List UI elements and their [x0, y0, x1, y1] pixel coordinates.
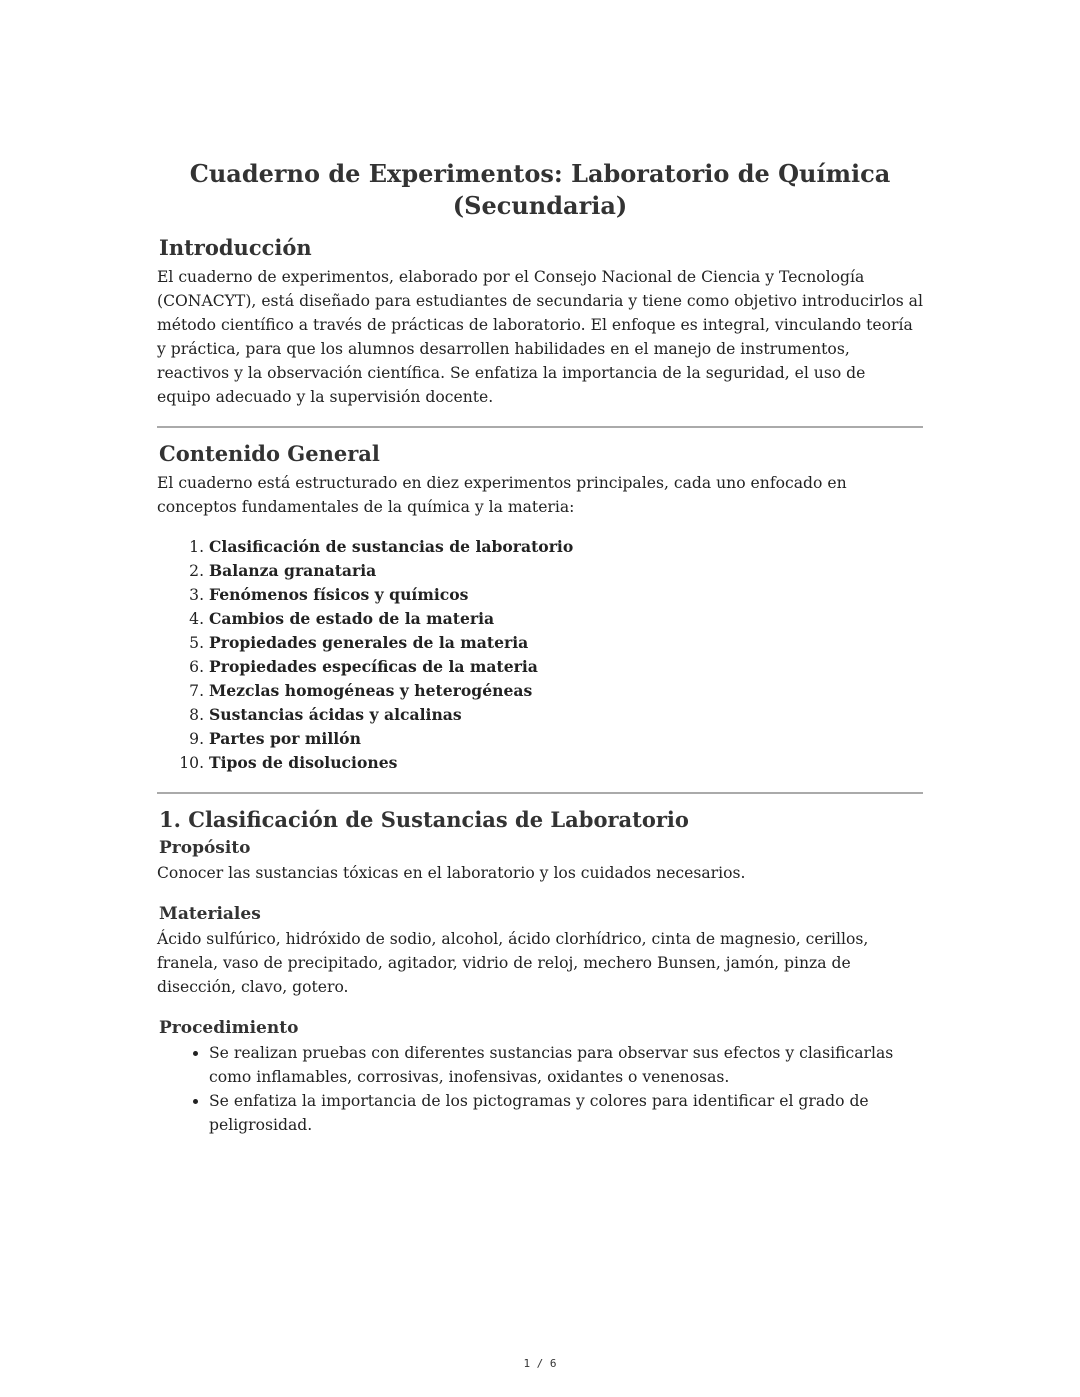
list-item: • Se realizan pruebas con diferentes sustancias para observar sus efectos y clasificarlas como inflamables, corrosivas, inofensivas, oxidantes o venenosas. [209, 1041, 923, 1089]
divider [157, 426, 923, 428]
document-title: Cuaderno de Experimentos: Laboratorio de Química (Secundaria) [189, 159, 891, 220]
list-item: 7. Mezclas homogéneas y heterogéneas [209, 679, 923, 703]
list-item: 1. Clasificación de sustancias de laboratorio [209, 535, 923, 559]
intro-text: El cuaderno de experimentos, elaborado por el Consejo Nacional de Ciencia y Tecnología (CONACYT), está diseñado para estudiantes de secundaria y tiene como objetivo introducirlos al método científico a través de prácticas de laboratorio. El enfoque es integral, vinculando teoría y práctica, para que los alumnos desarrollen habilidades en el manejo de instrumentos, reactivos y la observación científica. Se enfatiza la importancia de la seguridad, el uso de equipo adecuado y la supervisión docente. [157, 268, 923, 406]
list-item: 9. Partes por millón [209, 727, 923, 751]
document-page [157, 158, 923, 1137]
contents-text: El cuaderno está estructurado en diez experimentos principales, cada uno enfocado en conceptos fundamentales de la química y la materia: [157, 474, 847, 516]
purpose-heading: Propósito [159, 838, 251, 858]
purpose-text: Conocer las sustancias tóxicas en el laboratorio y los cuidados necesarios. [157, 864, 746, 882]
list-item: 4. Cambios de estado de la materia [209, 607, 923, 631]
page-number: 1 / 6 [523, 1357, 557, 1370]
experiment1-heading: 1. Clasificación de Sustancias de Laboratorio [159, 807, 689, 832]
contents-heading: Contenido General [159, 441, 380, 466]
intro-heading: Introducción [159, 235, 312, 260]
contents-list [157, 535, 923, 775]
list-item: 2. Balanza granataria [209, 559, 923, 583]
list-item: 8. Sustancias ácidas y alcalinas [209, 703, 923, 727]
list-item: 10. Tipos de disoluciones [209, 751, 923, 775]
procedure-list [157, 1041, 923, 1137]
list-item: 6. Propiedades específicas de la materia [209, 655, 923, 679]
materials-text: Ácido sulfúrico, hidróxido de sodio, alcohol, ácido clorhídrico, cinta de magnesio, cerillos, franela, vaso de precipitado, agitador, vidrio de reloj, mechero Bunsen, jamón, pinza de disección, clavo, gotero. [157, 930, 869, 996]
list-item: 3. Fenómenos físicos y químicos [209, 583, 923, 607]
list-item: 5. Propiedades generales de la materia [209, 631, 923, 655]
divider [157, 792, 923, 794]
materials-heading: Materiales [159, 904, 261, 924]
list-item: • Se enfatiza la importancia de los pictogramas y colores para identificar el grado de peligrosidad. [209, 1089, 923, 1137]
procedure-heading: Procedimiento [159, 1018, 299, 1038]
